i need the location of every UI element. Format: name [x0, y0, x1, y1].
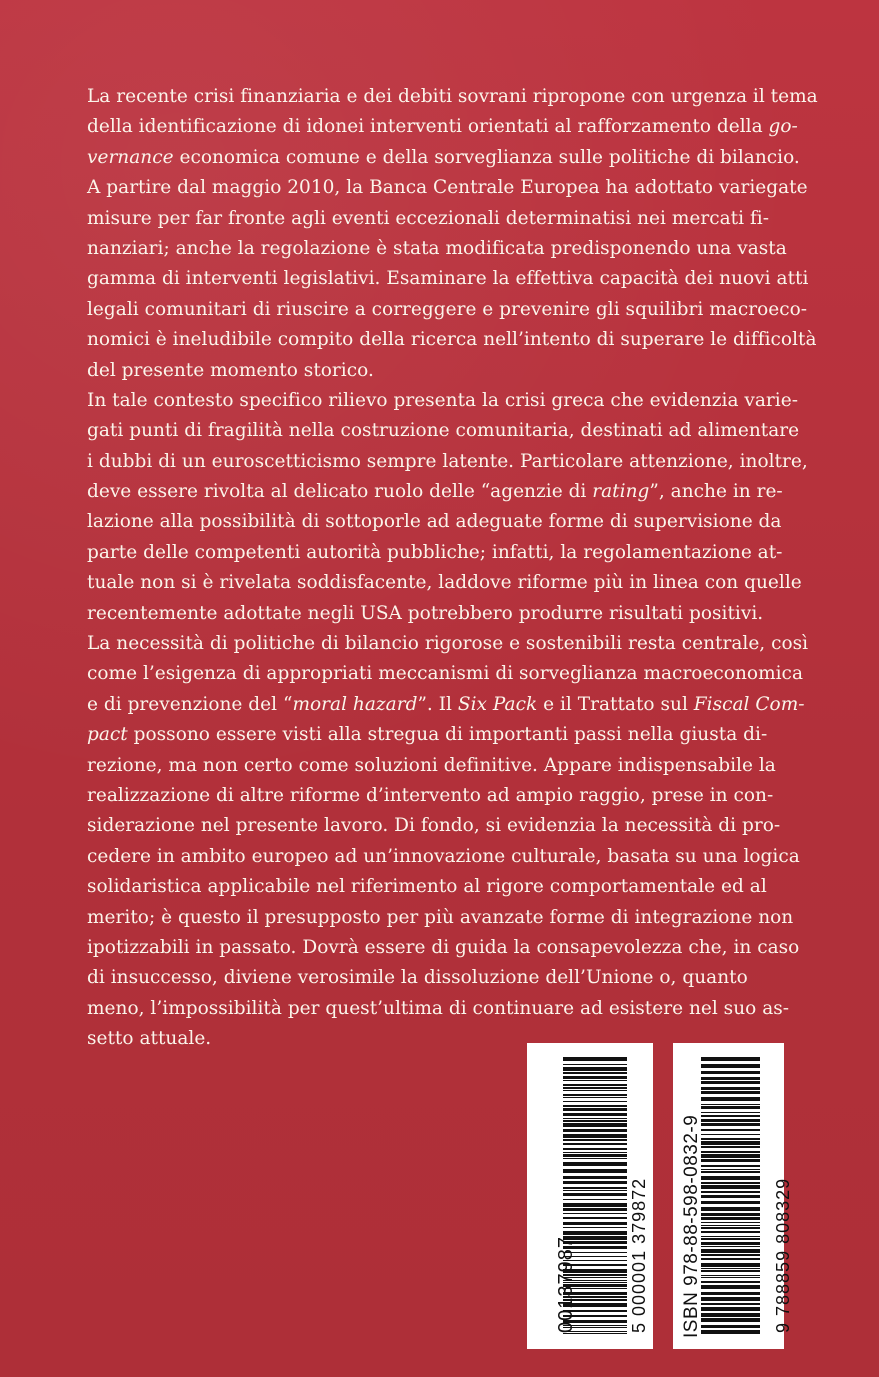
- barcode-bar: [701, 1242, 760, 1245]
- barcode-bar: [701, 1325, 760, 1328]
- barcode-bar: [563, 1162, 627, 1166]
- barcode-bar: [563, 1231, 627, 1235]
- synopsis-text: lazione alla possibilità di sottoporle ad adeguate forme di supervisione da: [87, 511, 782, 533]
- barcode-bar: [701, 1185, 760, 1189]
- barcode-bar: [701, 1104, 760, 1105]
- barcode-bar: [563, 1120, 627, 1122]
- synopsis-text: economica comune e della sorveglianza sulle politiche di bilancio.: [173, 146, 800, 168]
- barcode-bar: [701, 1330, 760, 1334]
- synopsis-text: meno, l’impossibilità per quest’ultima di continuare ad esistere nel suo as-: [87, 997, 790, 1019]
- synopsis-italic-text: moral hazard: [292, 693, 418, 715]
- synopsis-line: [87, 264, 809, 294]
- barcode-bar: [701, 1307, 760, 1311]
- synopsis-line: [87, 720, 793, 750]
- synopsis-line: [87, 629, 809, 659]
- barcode-bar: [701, 1176, 760, 1180]
- synopsis-line: [87, 538, 793, 568]
- barcode-bar: [563, 1154, 627, 1157]
- barcode-bar: [701, 1275, 760, 1276]
- synopsis-text: nanziari; anche la regolazione è stata modificata predisponendo una vasta: [87, 237, 787, 259]
- barcode-bar: [563, 1090, 627, 1091]
- barcode-bar: [701, 1159, 760, 1162]
- synopsis-line: [87, 386, 798, 416]
- isbn-label: ISBN 978-88-598-0832-9: [681, 1114, 702, 1338]
- synopsis-line: [87, 599, 793, 629]
- synopsis-text: setto attuale.: [87, 1028, 212, 1050]
- barcode-bar: [701, 1313, 760, 1317]
- back-cover-synopsis: [87, 82, 818, 1055]
- barcode-bar: [701, 1297, 760, 1301]
- barcode-bar: [563, 1080, 627, 1081]
- synopsis-text: gati punti di fragilità nella costruzione comunitaria, destinati ad alimentare: [87, 420, 800, 442]
- synopsis-line: [87, 173, 808, 203]
- barcode-bar: [701, 1207, 760, 1211]
- barcode-bar: [563, 1227, 627, 1228]
- barcode-bar: [701, 1246, 760, 1247]
- barcode-bar: [701, 1134, 760, 1135]
- barcode-bar: [701, 1138, 760, 1140]
- barcode-bar: [701, 1146, 760, 1148]
- synopsis-text: rezione, ma non certo come soluzioni definitive. Appare indispensabile la: [87, 754, 776, 776]
- synopsis-line: [87, 356, 793, 386]
- synopsis-paragraph-1: [87, 82, 818, 386]
- barcode-bar: [701, 1064, 760, 1068]
- barcode-bar: [563, 1222, 627, 1225]
- barcode-bar: [701, 1151, 760, 1153]
- barcode-bar: [563, 1208, 627, 1211]
- barcode-bar: [563, 1169, 627, 1173]
- barcode-bar: [701, 1270, 760, 1272]
- synopsis-line: [87, 325, 817, 355]
- synopsis-italic-text: rating: [592, 481, 650, 503]
- synopsis-line: [87, 751, 793, 781]
- synopsis-line: [87, 82, 818, 112]
- barcode-bar: [563, 1181, 627, 1184]
- synopsis-text: e il Trattato sul: [537, 693, 694, 715]
- synopsis-text: parte delle competenti autorità pubbliche; infatti, la regolamentazione at-: [87, 541, 783, 563]
- synopsis-text: ”. Il: [417, 693, 458, 715]
- synopsis-text: del presente momento storico.: [87, 359, 374, 381]
- barcode-bar: [701, 1227, 760, 1229]
- synopsis-text: tuale non si è rivelata soddisfacente, laddove riforme più in linea con quelle: [87, 572, 802, 594]
- barcode-bar: [701, 1217, 760, 1220]
- synopsis-line: [87, 447, 808, 477]
- synopsis-line: [87, 507, 793, 537]
- barcode-bar: [701, 1087, 760, 1090]
- barcode-bar: [563, 1057, 627, 1061]
- synopsis-text: ”, anche in re-: [649, 481, 783, 503]
- synopsis-line: [87, 690, 805, 720]
- barcode-bar: [563, 1123, 627, 1127]
- barcode-bar: [701, 1169, 760, 1170]
- barcode-bar: [563, 1108, 627, 1111]
- barcode-bar: [701, 1263, 760, 1267]
- barcode-bar: [701, 1231, 760, 1233]
- synopsis-paragraph-3: [87, 629, 809, 1054]
- synopsis-paragraph-2: [87, 386, 808, 629]
- synopsis-text: ipotizzabili in passato. Dovrà essere di guida la consapevolezza che, in caso: [87, 936, 800, 958]
- synopsis-italic-text: go-: [768, 116, 798, 138]
- barcode-bar: [701, 1213, 760, 1216]
- barcode-bar: [701, 1112, 760, 1113]
- barcode-bar: [701, 1106, 760, 1109]
- barcode-bar: [563, 1094, 627, 1096]
- barcode-bar: [701, 1115, 760, 1117]
- price-barcode: [527, 1043, 653, 1349]
- barcode-bar: [701, 1071, 760, 1074]
- barcode-bar: [701, 1195, 760, 1198]
- barcode-bar: [701, 1129, 760, 1131]
- barcode-bar: [701, 1238, 760, 1240]
- barcode-bar: [701, 1081, 760, 1084]
- synopsis-text: di insuccesso, diviene verosimile la dissoluzione dell’Unione o, quanto: [87, 967, 748, 989]
- barcode-bar: [701, 1171, 760, 1173]
- barcode-bar: [701, 1141, 760, 1145]
- synopsis-line: [87, 994, 793, 1024]
- synopsis-line: [87, 234, 793, 264]
- barcode-bar: [701, 1258, 760, 1260]
- barcode-bar: [563, 1118, 627, 1119]
- barcode-bar: [701, 1077, 760, 1080]
- barcode-bar: [563, 1203, 627, 1207]
- barcode-bar: [701, 1222, 760, 1223]
- barcode-bar: [563, 1152, 627, 1153]
- synopsis-line: [87, 933, 800, 963]
- synopsis-text: solidaristica applicabile nel riferimento al rigore comportamentale ed al: [87, 876, 767, 898]
- barcode-bar: [701, 1123, 760, 1126]
- barcode-bar: [563, 1064, 627, 1065]
- synopsis-line: [87, 811, 793, 841]
- synopsis-italic-text: Six Pack: [457, 693, 538, 715]
- synopsis-text: possono essere visti alla stregua di importanti passi nella giusta di-: [127, 724, 768, 746]
- synopsis-text: La recente crisi finanziaria e dei debiti sovrani ripropone con urgenza il tema: [87, 86, 818, 107]
- isbn-barcode: [673, 1043, 793, 1349]
- barcode-bar: [563, 1217, 627, 1219]
- isbn-barcode-number: 9 788859 808329: [773, 1177, 793, 1333]
- barcode-bar: [701, 1285, 760, 1289]
- synopsis-text: realizzazione di altre riforme d’intervento ad ampio raggio, prese in con-: [87, 784, 774, 806]
- barcode-bar: [563, 1072, 627, 1074]
- synopsis-text: come l’esigenza di appropriati meccanismi di sorveglianza macroeconomica: [87, 663, 803, 685]
- barcode-bar: [701, 1277, 760, 1278]
- barcode-bar: [701, 1292, 760, 1295]
- barcode-bar: [701, 1254, 760, 1256]
- barcode-bar: [563, 1193, 627, 1196]
- synopsis-text: siderazione nel presente lavoro. Di fondo, si evidenzia la necessità di pro-: [87, 815, 781, 837]
- barcode-bar: [701, 1249, 760, 1253]
- barcode-bar: [563, 1067, 627, 1071]
- synopsis-line: [87, 903, 793, 933]
- barcode-bar: [563, 1143, 627, 1145]
- synopsis-text: gamma di interventi legislativi. Esaminare la effettiva capacità dei nuovi atti: [87, 268, 809, 290]
- barcode-bar: [701, 1281, 760, 1283]
- synopsis-line: [87, 872, 793, 902]
- synopsis-line: [87, 781, 793, 811]
- barcode-bar: [701, 1119, 760, 1122]
- barcode-bar: [701, 1268, 760, 1269]
- synopsis-line: [87, 659, 803, 689]
- synopsis-line: [87, 477, 793, 507]
- barcode-bar: [563, 1134, 627, 1138]
- barcode-bar: [563, 1097, 627, 1098]
- synopsis-text: e di prevenzione del “: [87, 693, 293, 715]
- synopsis-text: i dubbi di un euroscetticismo sempre latente. Particolare attenzione, inoltre,: [87, 450, 808, 472]
- synopsis-line: [87, 143, 800, 173]
- synopsis-text: A partire dal maggio 2010, la Banca Centrale Europea ha adottato variegate: [87, 177, 808, 199]
- barcode-bar: [563, 1148, 627, 1150]
- synopsis-italic-text: Fiscal Com-: [693, 693, 805, 715]
- price-barcode-number: 5 000001 379872: [629, 1177, 649, 1333]
- synopsis-line: [87, 568, 802, 598]
- synopsis-text: legali comunitari di riuscire a correggere e prevenire gli squilibri macroeco-: [87, 298, 808, 320]
- synopsis-text: deve essere rivolta al delicato ruolo delle “agenzie di: [87, 481, 593, 503]
- barcode-bar: [701, 1165, 760, 1167]
- synopsis-text: cedere in ambito europeo ad un’innovazione culturale, basata su una logica: [87, 845, 800, 867]
- barcode-bar: [563, 1158, 627, 1159]
- price-barcode-code: 00137987: [555, 1236, 577, 1333]
- barcode-bar: [701, 1097, 760, 1101]
- barcode-bar: [563, 1187, 627, 1189]
- synopsis-italic-text: pact: [87, 724, 128, 746]
- barcode-bar: [701, 1091, 760, 1094]
- barcode-bar: [701, 1191, 760, 1193]
- barcode-bar: [563, 1333, 627, 1334]
- synopsis-line: [87, 416, 800, 446]
- barcode-bar: [563, 1084, 627, 1086]
- synopsis-line: [87, 842, 800, 872]
- barcode-bar: [701, 1318, 760, 1322]
- barcode-bar: [701, 1225, 760, 1226]
- synopsis-text: nomici è ineludibile compito della ricerca nell’intento di superare le difficoltà: [87, 329, 817, 351]
- synopsis-text: recentemente adottate negli USA potrebbero produrre risultati positivi.: [87, 602, 764, 624]
- barcode-bar: [563, 1105, 627, 1107]
- synopsis-text: La necessità di politiche di bilancio rigorose e sostenibili resta centrale, così: [87, 633, 809, 655]
- synopsis-text: merito; è questo il presupposto per più avanzate forme di integrazione non: [87, 906, 794, 928]
- barcode-bar: [701, 1303, 760, 1305]
- synopsis-text: In tale contesto specifico rilievo presenta la crisi greca che evidenzia varie-: [87, 389, 798, 411]
- synopsis-line: [87, 112, 798, 142]
- barcode-bar: [701, 1154, 760, 1158]
- synopsis-line: [87, 963, 793, 993]
- barcode-bar: [563, 1113, 627, 1116]
- barcode-bar: [701, 1201, 760, 1204]
- synopsis-line: [87, 204, 793, 234]
- barcode-bar: [563, 1190, 627, 1191]
- barcode-bar: [563, 1087, 627, 1089]
- barcode-bar: [563, 1129, 627, 1132]
- synopsis-text: della identificazione di idonei interventi orientati al rafforzamento della: [87, 116, 769, 138]
- barcode-bar: [563, 1076, 627, 1079]
- barcode-bar: [563, 1139, 627, 1141]
- barcode-bar: [563, 1176, 627, 1179]
- synopsis-text: misure per far fronte agli eventi eccezionali determinatisi nei mercati fi-: [87, 207, 770, 229]
- barcode-bar: [701, 1057, 760, 1061]
- barcode-bar: [701, 1236, 760, 1237]
- barcode-bar: [563, 1213, 627, 1214]
- barcode-bar: [563, 1101, 627, 1102]
- synopsis-line: [87, 295, 808, 325]
- barcode-bar: [563, 1199, 627, 1200]
- barcode-bar: [701, 1182, 760, 1184]
- synopsis-italic-text: vernance: [87, 146, 174, 168]
